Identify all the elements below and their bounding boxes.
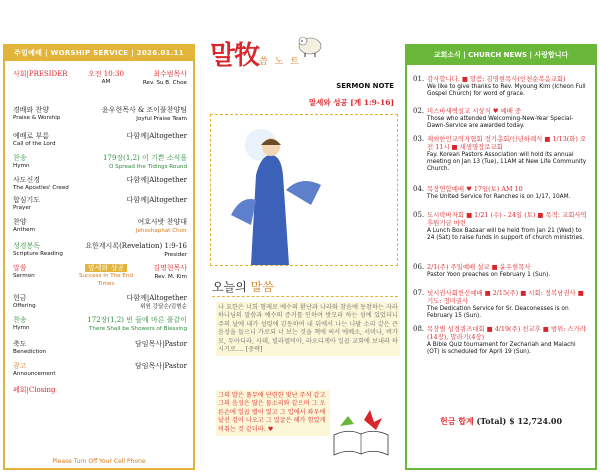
news-header: 교회소식 | CHURCH NEWS | 사랑합니다 [407,46,595,65]
item-label: 축도 [13,340,27,348]
divider [212,296,398,297]
item-label: 말씀 [13,264,27,272]
open-bible-icon [330,400,392,460]
news-item [413,108,589,130]
worship-row [13,70,187,86]
item-leader-en: 위원 강달손/김형순 [140,304,187,310]
item-leader: 다함께|Altogether [126,132,187,140]
item-label-en: Benediction [13,349,47,355]
news-item [413,290,589,320]
item-label-en: Scripture Reading [13,251,63,257]
news-title: 재외한인교역자협회 정기총회/신년하례식 ■ 1/13(화) 오전 11시 ■ 새생명장로교회 [427,135,587,151]
item-mid-en: AM [101,79,111,85]
scripture-passage-highlight: 그의 발은 풀무에 단련한 빛난 주석 같고 그의 음성은 많은 물소리와 같으며 그 오른손에 일곱 별이 있고 그 입에서 좌우에 날선 검이 나오고 그 얼굴은 해가 힘있게 비취는 것 같더라. ♥ [216,390,330,436]
news-detail: A Lunch Box Bazaar will be held from Jan 21 (Wed) to 24 (Sat) to raise funds in support of church ministries. [427,227,585,241]
item-label-en: The Apostles' Creed [13,185,69,191]
worship-row [13,386,187,394]
worship-header: 주일예배 | WORSHIP SERVICE | 2026.01.11 [5,46,193,61]
news-title: 감사합니다. ■ 말씀: 김명현목사(인천순복음교회) [427,75,566,83]
item-label: 경배와 찬양 [13,106,50,114]
item-leader: 다함께|Altogether [126,294,187,302]
item-label-en: Praise & Worship [13,115,61,121]
item-label-en: Anthem [13,227,36,233]
item-label: 성경봉독 [13,242,41,250]
item-leader: 다함께|Altogether [126,176,187,184]
news-item [413,326,589,356]
item-leader: 요한계시록(Revelation) 1:9-16 [85,242,187,250]
item-label: 광고 [13,362,27,370]
item-label-en: Announcement [13,371,56,377]
offering-total: 헌금 합계 (Total) $ 12,724.00 [439,416,563,426]
item-leader: 김명현목사 [153,264,187,272]
worship-row [13,340,187,356]
news-item [413,76,589,98]
item-label: 헌금 [13,294,27,302]
item-leader-en: O Spread the Tidings Round [108,164,187,170]
item-label: 찬송 [13,316,27,324]
item-leader: 최수범목사 [153,70,187,78]
cellphone-notice: Please Turn Off Your Cell Phone [52,458,146,465]
worship-row [13,196,187,212]
news-detail: Pastor Yoon preaches on February 1 (Sun). [427,271,551,278]
news-detail: Those who attended Welcoming-New-Year Special-Dawn-Service are awarded today. [427,115,574,129]
news-title: 2/1(주) 주일예배 설교 ■ 윤우현목사 [427,263,531,271]
item-leader: 179장(1,2) 이 기쁜 소식을 [103,154,187,162]
worship-row [13,106,187,122]
news-detail: A Bible Quiz tournament for Zechariah and Malachi (OT) is scheduled for April 19 (Sun). [427,341,576,355]
item-leader: 담임목사|Pastor [135,340,187,348]
worship-row [13,218,187,234]
item-leader: 다함께|Altogether [126,196,187,204]
worship-row [13,362,187,378]
news-number: 06. [413,263,425,271]
worship-row [13,316,187,332]
item-leader: 여호사밧 찬양대 [137,218,187,226]
worship-service-panel [3,44,195,470]
illustration [210,114,398,266]
item-label: 폐회|Closing [13,386,56,394]
logo: 말牧씀 노 트 [210,41,301,71]
sermon-title: 말세와 성공 [계 1:9-16] [308,98,394,107]
worship-row [13,294,187,310]
item-leader-en: Joyful Praise Team [136,116,187,122]
item-label-en: Prayer [13,205,32,211]
sermon-note-panel [200,30,400,470]
news-item [413,186,589,201]
item-label-en: Call of the Lord [13,141,56,147]
news-number: 05. [413,211,425,219]
news-title: 도시락바자회 ■ 1/21 (수) - 24일 (토) ■ 목적: 교회사역후원기금 마련 [427,211,587,227]
news-title: 목장연합예배 ♥ 17일(토) AM 10 [427,185,523,193]
news-title: 미스바새벽설교 시상식 ♥ 예배 중 [427,107,522,115]
worship-row [13,132,187,148]
item-mid: 말세와 성공 [85,264,127,272]
item-leader: 담임목사|Pastor [135,362,187,370]
jesus-illustration [211,115,397,265]
today-word-heading: 오늘의 말씀 [212,280,274,294]
item-leader-en: Rev. Su B. Choe [142,80,187,86]
item-mid: 오전 10:30 [88,70,124,78]
news-detail: Fay. Korean Pastors Association will hold its annual meeting on Jan 13 (Tue), 11AM at New Life Community Church. [427,151,587,172]
news-number: 08. [413,325,425,333]
item-leader-en: Presider [164,252,187,258]
worship-row [13,242,187,258]
news-item [413,212,589,242]
item-label: 찬양 [13,218,27,226]
item-leader-en: Jehoshaphat Choir [135,228,187,234]
item-mid-en: Success In The End Times [78,273,134,287]
church-news-panel [405,44,597,470]
item-label: 찬송 [13,154,27,162]
sermon-note-label: SERMON NOTE [336,82,394,90]
item-label-en: Offering [13,303,36,309]
item-label: 사도신경 [13,176,41,184]
worship-row [13,176,187,192]
news-title: 목장별 성경퀴즈대회 ■ 4/19(주) 친교후 ■ 범위: 스가랴(14장), 말라기(4장) [427,325,586,341]
item-leader: 172장(1,2) 빈 들에 마른 풀같이 [87,316,187,324]
news-title: 넛시권사회헌신예배 ■ 2/15(주) ■ 시회: 정복남권사 ■ 기도: 정미권사 [427,289,584,305]
worship-row [13,264,187,287]
worship-row [13,154,187,170]
news-number: 02. [413,107,425,115]
news-number: 03. [413,135,425,143]
item-label-en: Sermon [13,273,35,279]
news-number: 07. [413,289,425,297]
item-label-en: Hymn [13,163,30,169]
item-leader: 윤우현목사 & 조이풀찬양팀 [101,106,187,114]
item-label: 사회|PRESIDER [13,70,68,78]
news-item [413,136,589,173]
item-label: 합심기도 [13,196,41,204]
news-item [413,264,589,279]
news-number: 04. [413,185,425,193]
item-leader-en: Rev. M. Kim [154,274,187,280]
news-detail: The Dedication Service for Sr. Deaconesses is on February 15 (Sun). [427,305,569,319]
news-detail: We like to give thanks to Rev. Myoung Kim (Icheon Full Gospel Church) for word of grace. [427,83,586,97]
news-number: 01. [413,75,425,83]
sheep-icon [295,30,325,58]
item-leader-en: There Shall be Showers of Blessing [89,326,187,332]
item-label: 예배로 부름 [13,132,50,140]
scripture-passage: 나 요한은 너희 형제로 예수의 환난과 나라와 참음에 동참하는 자라 하나님의 말씀과 예수의 증거를 인하여 밧모라 하는 섬에 있었더니 주의 날에 내가 성령에 감동하여 내 뒤에서 나는 나팔 소리 같은 큰 음성을 들으니 가로되 너 보는 것을 책에 써서 에베소, 서머나, 버가모, 두아디라, 사데, 빌라델비아, 라오디게아 일곱 교회에 보내라 하시기로.... [중략] [216,302,400,356]
item-label-en: Hymn [13,325,30,331]
news-detail: The United Service for Ranches is on 1/17, 10AM. [427,193,571,200]
